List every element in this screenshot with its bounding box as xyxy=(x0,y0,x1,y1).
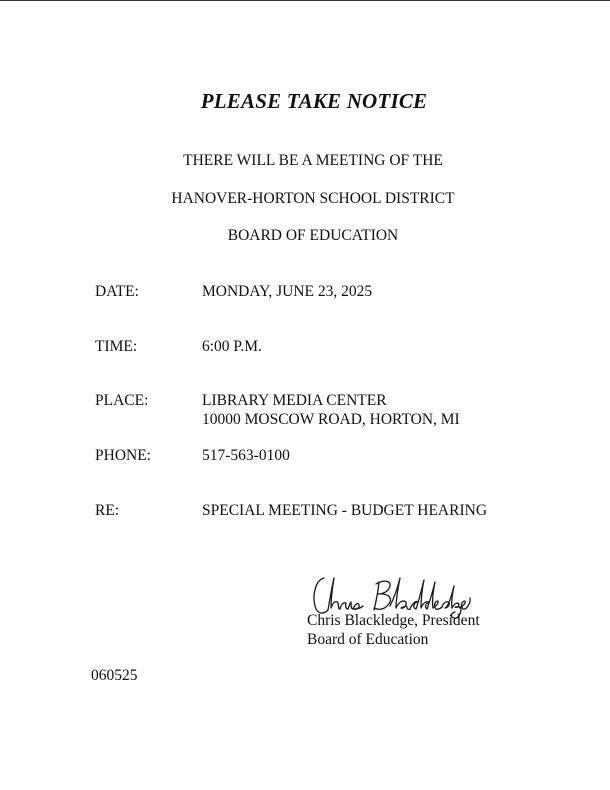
top-border-line xyxy=(0,0,610,1)
intro-line-board: BOARD OF EDUCATION xyxy=(227,227,399,244)
intro-line-district: HANOVER-HORTON SCHOOL DISTRICT xyxy=(171,190,455,207)
document-code: 060525 xyxy=(91,667,138,684)
date-value: MONDAY, JUNE 23, 2025 xyxy=(202,283,373,300)
signer-name-title: Chris Blackledge, President xyxy=(307,612,480,629)
time-label: TIME: xyxy=(95,338,138,355)
re-label: RE: xyxy=(95,502,120,519)
re-value: SPECIAL MEETING - BUDGET HEARING xyxy=(202,502,488,519)
intro-line-meeting: THERE WILL BE A MEETING OF THE xyxy=(183,152,443,169)
place-line-1: LIBRARY MEDIA CENTER xyxy=(202,392,387,409)
date-label: DATE: xyxy=(95,283,139,300)
notice-title: PLEASE TAKE NOTICE xyxy=(200,89,428,113)
phone-value: 517-563-0100 xyxy=(202,447,290,464)
place-label: PLACE: xyxy=(95,392,149,409)
place-line-2: 10000 MOSCOW ROAD, HORTON, MI xyxy=(202,411,460,428)
time-value: 6:00 P.M. xyxy=(202,338,262,355)
signer-organization: Board of Education xyxy=(307,631,429,648)
phone-label: PHONE: xyxy=(95,447,151,464)
